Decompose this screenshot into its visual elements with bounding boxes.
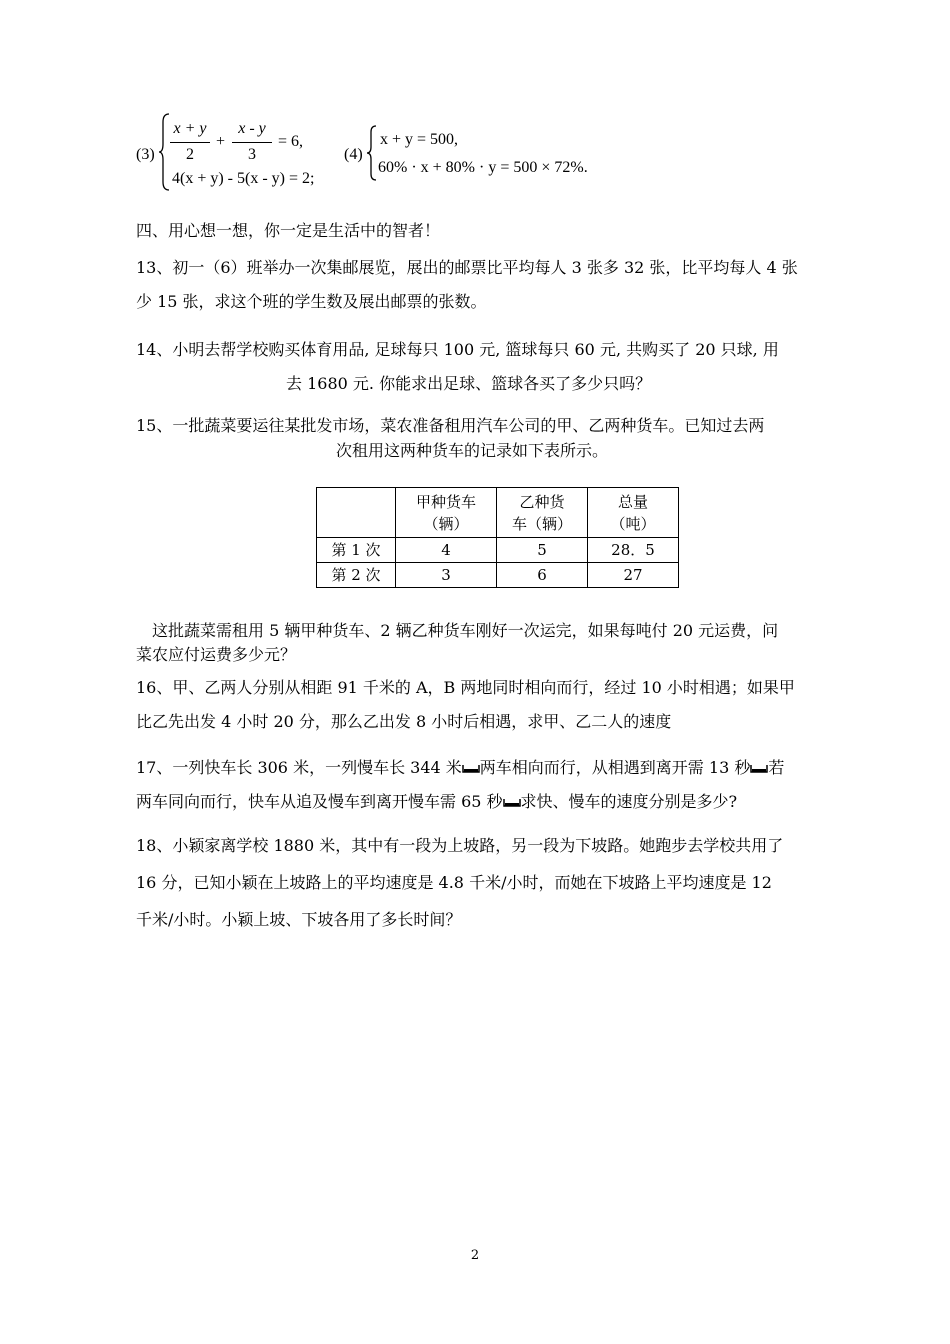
problem-17-line2-part-b: 求快、慢车的速度分别是多少? — [520, 792, 738, 811]
eq4-label: (4) — [344, 146, 363, 163]
table-cell: 27 — [588, 563, 679, 588]
eq3-num2: x - y — [238, 120, 266, 137]
problem-18-line2: 16 分，已知小颖在上坡路上的平均速度是 4.8 千米/小时，而她在下坡路上平均速度是 12 — [136, 873, 772, 892]
table-cell: 28．5 — [588, 538, 679, 563]
table-cell: 4 — [396, 538, 497, 563]
table-row — [317, 563, 679, 588]
table-cell: 第 2 次 — [317, 563, 396, 588]
table-row — [317, 538, 679, 563]
problem-15-after2: 菜农应付运费多少元？ — [136, 645, 297, 664]
table-cell: 第 1 次 — [317, 538, 396, 563]
eq3-num1: x + y — [173, 120, 207, 137]
problem-18-line1: 18、小颖家离学校 1880 米，其中有一段为上坡路，另一段为下坡路。她跑步去学校共用了 — [136, 836, 784, 855]
problem-17-line2 — [136, 792, 737, 812]
table-cell: 5 — [497, 538, 588, 563]
problem-17-line1 — [136, 758, 784, 778]
table-header-cell: 乙种货 车（辆） — [497, 488, 588, 538]
table-header-row — [317, 488, 679, 538]
eq3-rhs1: = 6, — [278, 133, 304, 150]
problem-16-line2: 比乙先出发 4 小时 20 分，那么乙出发 8 小时后相遇，求甲、乙二人的速度 — [136, 712, 672, 731]
problem-13-line2: 少 15 张，求这个班的学生数及展出邮票的张数。 — [136, 292, 487, 311]
problem-15-line1: 15、一批蔬菜要运往某批发市场，菜农准备租用汽车公司的甲、乙两种货车。已知过去两 — [136, 416, 765, 435]
problem-13-line1: 13、初一（6）班举办一次集邮展览，展出的邮票比平均每人 3 张多 32 张，比平均每人 4 张 — [136, 258, 798, 277]
eq4-line1: x + y = 500, — [380, 131, 459, 148]
problem-14-line2: 去 1680 元. 你能求出足球、篮球各买了多少只吗？ — [286, 374, 652, 393]
cargo-record-table — [316, 487, 679, 588]
problem-17-line2-part-a: 两车同向而行，快车从追及慢车到离开慢车需 65 秒 — [136, 792, 503, 811]
eq4-line2: 60% · x + 80% · y = 500 × 72%. — [378, 159, 588, 176]
problem-17-line1-part-c: 若 — [768, 758, 785, 777]
section-heading: 四、用心想一想，你一定是生活中的智者！ — [136, 221, 441, 240]
left-brace-icon — [366, 124, 378, 182]
problem-15-line2: 次租用这两种货车的记录如下表所示。 — [336, 441, 609, 460]
placeholder-mark-icon — [462, 763, 480, 775]
table-header-cell: 总量 （吨） — [588, 488, 679, 538]
placeholder-mark-icon — [750, 763, 768, 775]
eq3-den2: 3 — [248, 146, 256, 163]
eq3-label: (3) — [136, 146, 155, 163]
problem-17-line1-part-b: 两车相向而行，从相遇到离开需 13 秒 — [479, 758, 751, 777]
eq3-line2: 4(x + y) - 5(x - y) = 2; — [172, 170, 315, 187]
eq3-plus: + — [216, 133, 226, 150]
table-cell: 6 — [497, 563, 588, 588]
problem-16-line1: 16、甲、乙两人分别从相距 91 千米的 A，B 两地同时相向而行，经过 10 小时相遇；如果甲 — [136, 678, 795, 697]
problem-17-line1-part-a: 17、一列快车长 306 米，一列慢车长 344 米 — [136, 758, 462, 777]
table-cell: 3 — [396, 563, 497, 588]
table-header-cell — [317, 488, 396, 538]
placeholder-mark-icon — [503, 797, 521, 809]
eq3-den1: 2 — [186, 146, 194, 163]
table-header-cell: 甲种货车 （辆） — [396, 488, 497, 538]
problem-14-line1: 14、小明去帮学校购买体育用品, 足球每只 100 元, 篮球每只 60 元, 共购买了 20 只球, 用 — [136, 340, 779, 359]
problem-18-line3: 千米/小时。小颖上坡、下坡各用了多长时间？ — [136, 910, 462, 929]
page-number: 2 — [470, 1248, 480, 1263]
problem-15-after1: 这批蔬菜需租用 5 辆甲种货车、2 辆乙种货车刚好一次运完，如果每吨付 20 元运费，问 — [152, 621, 779, 640]
